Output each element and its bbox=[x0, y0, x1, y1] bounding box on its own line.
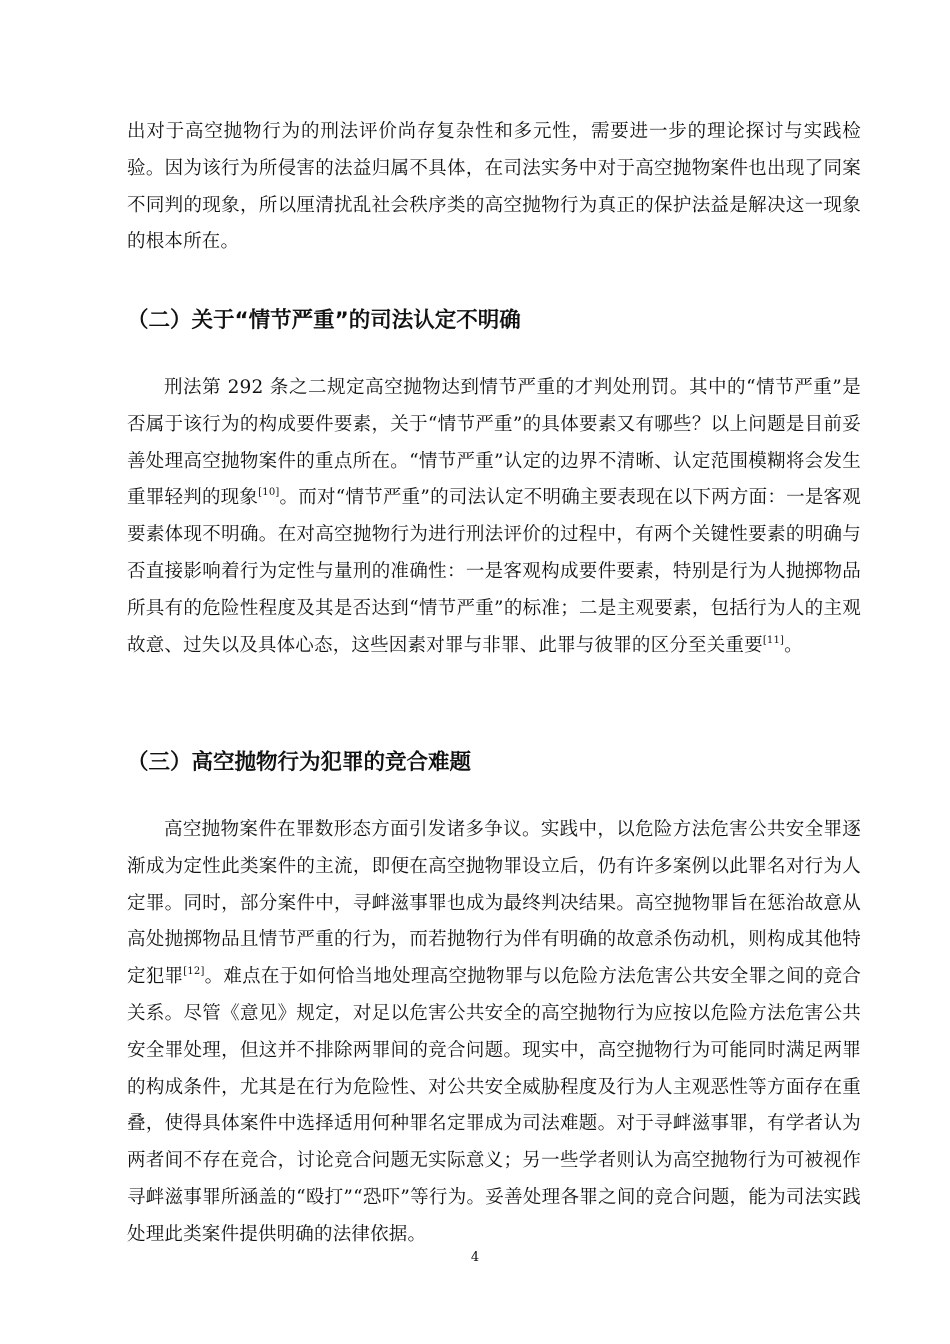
continuation-paragraph: 出对于高空抛物行为的刑法评价尚存复杂性和多元性，需要进一步的理论探讨与实践检验。因为该行为所侵害的法益归属不具体，在司法实务中对于高空抛物案件也出现了同案不同判的现象，所以厘清扰乱社会秩序类的高空抛物行为真正的保护法益是解决这一现象的根本所在。 bbox=[127, 121, 861, 253]
section-3-paragraph-text-1: 高空抛物案件在罪数形态方面引发诸多争议。实践中，以危险方法危害公共安全罪逐渐成为定性此类案件的主流，即便在高空抛物罪设立后，仍有许多案例以此罪名对行为人定罪。同时，部分案件中，寻衅滋事罪也成为最终判决结果。高空抛物罪旨在惩治故意从高处抛掷物品且情节严重的行为，而若抛物行为伴有明确的故意杀伤动机，则构成其他特定犯罪 bbox=[127, 819, 861, 988]
section-2-paragraph-text-2: 。而对“情节严重”的司法认定不明确主要表现在以下两方面：一是客观要素体现不明确。在对高空抛物行为进行刑法评价的过程中，有两个关键性要素的明确与否直接影响着行为定性与量刑的准确性：一是客观构成要件要素，特别是行为人抛掷物品所具有的危险性程度及其是否达到“情节严重”的标准；二是主观要素，包括行为人的主观故意、过失以及具体心态，这些因素对罪与非罪、此罪与彼罪的区分至关重要 bbox=[127, 487, 861, 656]
citation-12: [12] bbox=[183, 966, 205, 978]
section-heading-3: （三）高空抛物行为犯罪的竞合难题 bbox=[127, 750, 472, 775]
section-2-paragraph-text-3: 。 bbox=[784, 634, 803, 656]
section-heading-2: （二）关于“情节严重”的司法认定不明确 bbox=[127, 308, 521, 333]
citation-11: [11] bbox=[762, 634, 785, 646]
page-number: 4 bbox=[470, 1250, 480, 1265]
citation-10: [10] bbox=[258, 487, 280, 499]
section-3-paragraph-text-2: 。难点在于如何恰当地处理高空抛物罪与以危险方法危害公共安全罪之间的竞合关系。尽管《意见》规定，对足以危害公共安全的高空抛物行为应按以危险方法危害公共安全罪处理，但这并不排除两罪间的竞合问题。现实中，高空抛物行为可能同时满足两罪的构成条件，尤其是在行为危险性、对公共安全威胁程度及行为人主观恶性等方面存在重叠，使得具体案件中选择适用何种罪名定罪成为司法难题。对于寻衅滋事罪，有学者认为两者间不存在竞合，讨论竞合问题无实际意义；另一些学者则认为高空抛物行为可被视作寻衅滋事罪所涵盖的“殴打”“恐吓”等行为。妥善处理各罪之间的竞合问题，能为司法实践处理此类案件提供明确的法律依据。 bbox=[127, 966, 861, 1245]
section-3-paragraph bbox=[127, 812, 861, 1254]
section-2-paragraph-text-1: 刑法第 292 条之二规定高空抛物达到情节严重的才判处刑罚。其中的“情节严重”是否属于该行为的构成要件要素，关于“情节严重”的具体要素又有哪些？以上问题是目前妥善处理高空抛物案件的重点所在。“情节严重”认定的边界不清晰、认定范围模糊将会发生重罪轻判的现象 bbox=[127, 377, 861, 509]
section-2-paragraph bbox=[127, 370, 861, 664]
